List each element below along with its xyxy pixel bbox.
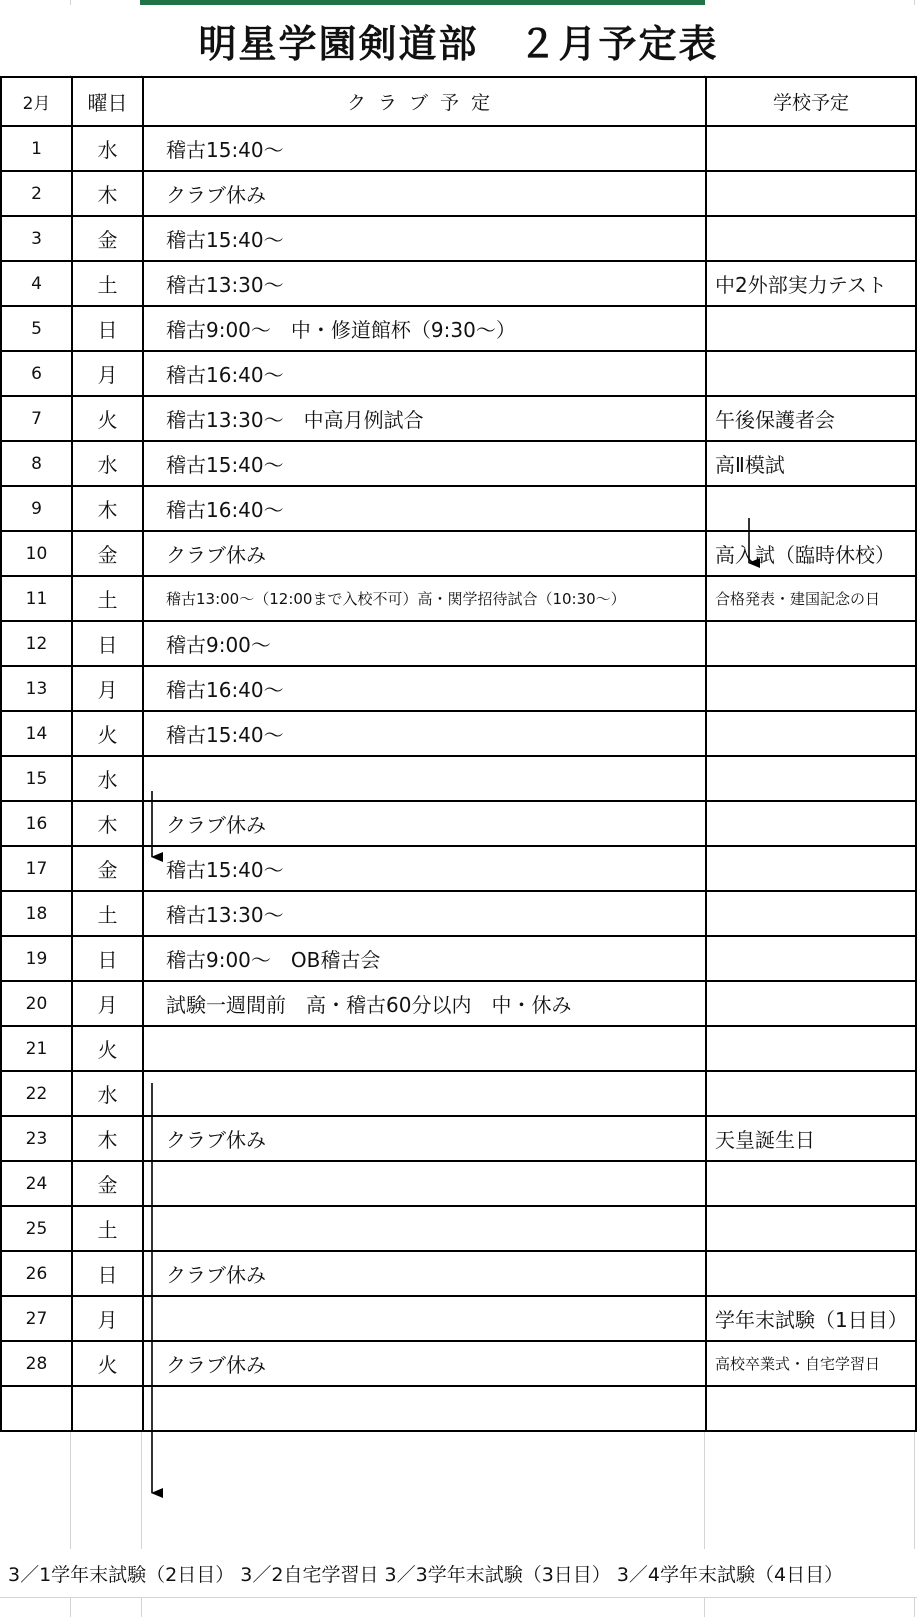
table-row (1, 126, 916, 171)
table-row (1, 1341, 916, 1386)
page-title: 明星学園剣道部 ２月予定表 (0, 5, 917, 75)
club-schedule-cell: 試験一週間前 高・稽古60分以内 中・休み (143, 981, 706, 1026)
club-schedule-cell: 稽古9:00～ OB稽古会 (143, 936, 706, 981)
club-schedule-cell: クラブ休み (143, 1116, 706, 1161)
school-schedule-cell: 高Ⅱ模試 (706, 441, 916, 486)
day-cell: 3 (1, 216, 72, 261)
weekday-cell: 日 (72, 936, 143, 981)
weekday-cell: 水 (72, 441, 143, 486)
table-row (1, 171, 916, 216)
weekday-cell: 月 (72, 1296, 143, 1341)
day-cell: 14 (1, 711, 72, 756)
day-cell: 5 (1, 306, 72, 351)
table-row (1, 1026, 916, 1071)
weekday-cell: 金 (72, 846, 143, 891)
weekday-cell: 木 (72, 1116, 143, 1161)
table-row (1, 1386, 916, 1431)
day-cell: 4 (1, 261, 72, 306)
table-row (1, 981, 916, 1026)
day-cell: 8 (1, 441, 72, 486)
day-cell: 28 (1, 1341, 72, 1386)
day-cell: 16 (1, 801, 72, 846)
day-cell: 6 (1, 351, 72, 396)
school-schedule-cell (706, 711, 916, 756)
sheet-gridline (0, 1597, 917, 1598)
school-schedule-cell (706, 1161, 916, 1206)
day-cell: 9 (1, 486, 72, 531)
school-schedule-cell (706, 351, 916, 396)
school-schedule-cell (706, 846, 916, 891)
column-header-club-schedule: クラブ予定 (143, 77, 706, 126)
school-schedule-cell: 天皇誕生日 (706, 1116, 916, 1161)
weekday-cell: 月 (72, 981, 143, 1026)
school-schedule-cell (706, 1026, 916, 1071)
club-schedule-cell: 稽古15:40～ (143, 441, 706, 486)
school-schedule-cell (706, 306, 916, 351)
table-row (1, 1116, 916, 1161)
weekday-cell: 金 (72, 216, 143, 261)
table-row (1, 216, 916, 261)
club-schedule-cell (143, 1296, 706, 1341)
club-schedule-cell: 稽古13:00～（12:00まで入校不可）高・関学招待試合（10:30～） (143, 576, 706, 621)
weekday-cell (72, 1386, 143, 1431)
table-row (1, 1251, 916, 1296)
school-schedule-cell (706, 981, 916, 1026)
table-row (1, 891, 916, 936)
weekday-cell: 水 (72, 126, 143, 171)
table-row (1, 396, 916, 441)
footer-note: 3／1学年末試験（2日目） 3／2自宅学習日 3／3学年末試験（3日目） 3／4学年末試験（4日目） (0, 1549, 917, 1597)
club-schedule-cell: クラブ休み (143, 801, 706, 846)
table-row (1, 486, 916, 531)
weekday-cell: 土 (72, 891, 143, 936)
school-schedule-cell: 学年末試験（1日目） (706, 1296, 916, 1341)
school-schedule-cell (706, 486, 916, 531)
weekday-cell: 火 (72, 1026, 143, 1071)
club-schedule-cell (143, 1206, 706, 1251)
school-schedule-cell: 高校卒業式・自宅学習日 (706, 1341, 916, 1386)
day-cell: 11 (1, 576, 72, 621)
club-schedule-cell: 稽古9:00～ 中・修道館杯（9:30～） (143, 306, 706, 351)
table-row (1, 441, 916, 486)
club-schedule-cell (143, 1071, 706, 1116)
day-cell: 10 (1, 531, 72, 576)
weekday-cell: 月 (72, 666, 143, 711)
weekday-cell: 木 (72, 801, 143, 846)
table-row (1, 351, 916, 396)
day-cell: 18 (1, 891, 72, 936)
table-row (1, 711, 916, 756)
table-row (1, 261, 916, 306)
club-schedule-cell (143, 756, 706, 801)
table-row (1, 666, 916, 711)
day-cell: 20 (1, 981, 72, 1026)
club-schedule-cell (143, 1386, 706, 1431)
day-cell: 21 (1, 1026, 72, 1071)
school-schedule-cell (706, 936, 916, 981)
day-cell: 27 (1, 1296, 72, 1341)
table-row (1, 1071, 916, 1116)
school-schedule-cell: 高入試（臨時休校） (706, 531, 916, 576)
club-schedule-cell: 稽古15:40～ (143, 846, 706, 891)
school-schedule-cell: 中2外部実力テスト (706, 261, 916, 306)
weekday-cell: 木 (72, 486, 143, 531)
weekday-cell: 日 (72, 621, 143, 666)
day-cell: 26 (1, 1251, 72, 1296)
column-header-day: 2月 (1, 77, 72, 126)
weekday-cell: 土 (72, 1206, 143, 1251)
weekday-cell: 金 (72, 531, 143, 576)
weekday-cell: 木 (72, 171, 143, 216)
club-schedule-cell (143, 1026, 706, 1071)
weekday-cell: 月 (72, 351, 143, 396)
weekday-cell: 土 (72, 576, 143, 621)
school-schedule-cell (706, 216, 916, 261)
day-cell (1, 1386, 72, 1431)
club-schedule-cell: クラブ休み (143, 531, 706, 576)
schedule-table (0, 76, 917, 1432)
club-schedule-cell: 稽古16:40～ (143, 351, 706, 396)
club-schedule-cell (143, 1161, 706, 1206)
club-schedule-cell: クラブ休み (143, 1251, 706, 1296)
table-row (1, 1296, 916, 1341)
club-schedule-cell: 稽古16:40～ (143, 666, 706, 711)
club-schedule-cell: 稽古15:40～ (143, 126, 706, 171)
club-schedule-cell: クラブ休み (143, 171, 706, 216)
weekday-cell: 火 (72, 711, 143, 756)
table-row (1, 756, 916, 801)
weekday-cell: 火 (72, 1341, 143, 1386)
school-schedule-cell (706, 621, 916, 666)
table-row (1, 846, 916, 891)
table-row (1, 531, 916, 576)
day-cell: 23 (1, 1116, 72, 1161)
school-schedule-cell (706, 666, 916, 711)
school-schedule-cell: 午後保護者会 (706, 396, 916, 441)
school-schedule-cell (706, 756, 916, 801)
school-schedule-cell (706, 801, 916, 846)
day-cell: 7 (1, 396, 72, 441)
day-cell: 1 (1, 126, 72, 171)
day-cell: 19 (1, 936, 72, 981)
club-schedule-cell: 稽古13:30～ (143, 261, 706, 306)
school-schedule-cell (706, 1071, 916, 1116)
club-schedule-cell: 稽古13:30～ 中高月例試合 (143, 396, 706, 441)
day-cell: 2 (1, 171, 72, 216)
table-row (1, 1161, 916, 1206)
table-row (1, 1206, 916, 1251)
weekday-cell: 水 (72, 756, 143, 801)
day-cell: 15 (1, 756, 72, 801)
club-schedule-cell: クラブ休み (143, 1341, 706, 1386)
school-schedule-cell (706, 1386, 916, 1431)
table-row (1, 936, 916, 981)
weekday-cell: 金 (72, 1161, 143, 1206)
table-row (1, 621, 916, 666)
school-schedule-cell: 合格発表・建国記念の日 (706, 576, 916, 621)
weekday-cell: 土 (72, 261, 143, 306)
day-cell: 22 (1, 1071, 72, 1116)
club-schedule-cell: 稽古16:40～ (143, 486, 706, 531)
column-header-weekday: 曜日 (72, 77, 143, 126)
table-row (1, 801, 916, 846)
day-cell: 25 (1, 1206, 72, 1251)
weekday-cell: 日 (72, 1251, 143, 1296)
school-schedule-cell (706, 891, 916, 936)
day-cell: 12 (1, 621, 72, 666)
club-schedule-cell: 稽古15:40～ (143, 711, 706, 756)
school-schedule-cell (706, 171, 916, 216)
club-schedule-cell: 稽古13:30～ (143, 891, 706, 936)
school-schedule-cell (706, 126, 916, 171)
school-schedule-cell (706, 1206, 916, 1251)
table-row (1, 306, 916, 351)
table-header-row (1, 77, 916, 126)
weekday-cell: 火 (72, 396, 143, 441)
weekday-cell: 水 (72, 1071, 143, 1116)
weekday-cell: 日 (72, 306, 143, 351)
school-schedule-cell (706, 1251, 916, 1296)
column-header-school-schedule: 学校予定 (706, 77, 916, 126)
day-cell: 13 (1, 666, 72, 711)
club-schedule-cell: 稽古9:00～ (143, 621, 706, 666)
day-cell: 17 (1, 846, 72, 891)
club-schedule-cell: 稽古15:40～ (143, 216, 706, 261)
table-row (1, 576, 916, 621)
day-cell: 24 (1, 1161, 72, 1206)
